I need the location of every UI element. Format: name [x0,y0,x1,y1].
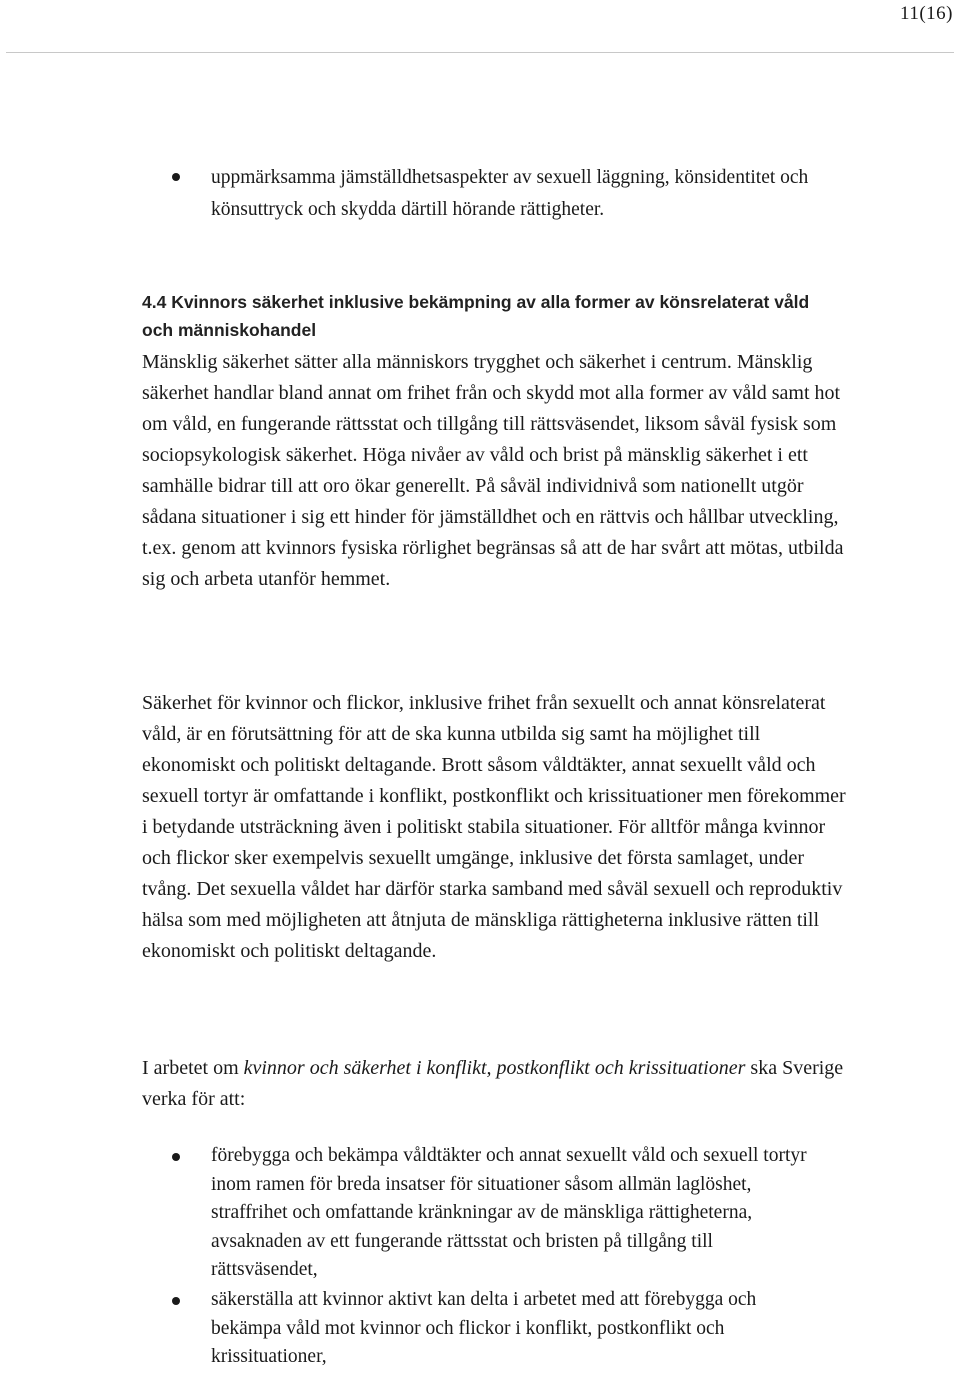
paragraph-human-security: Mänsklig säkerhet sätter alla människors trygghet och säkerhet i centrum. Mänsklig säkerhet handlar bland annat om frihet från och skydd mot alla former av våld samt hot om våld, en fungerande rättsstat och tillgång till rättsväsendet, liksom såväl fysisk som sociopsykologisk säkerhet. Höga nivåer av våld och brist på mänsklig säkerhet i ett samhälle bidrar till att oro ökar generellt. På såväl individnivå som nationellt utgör sådana situationer i sig ett hinder för jämställdhet och en rättvis och hållbar utveckling, t.ex. genom att kvinnors fysiska rörlighet begränsas så att de har svårt att mötas, utbilda sig och arbeta utanför hemmet. [142,351,844,590]
list-item-text: förebygga och bekämpa våldtäkter och annat sexuellt våld och sexuell tortyr inom ramen för breda insatser för situationer såsom allmän laglöshet, straffrihet och omfattande kränkningar av de mänskliga rättigheterna, avsaknaden av ett fungerande rättsstat och bristen på tillgång till rättsväsendet, [211,1145,807,1281]
list-item-text: uppmärksamma jämställdhetsaspekter av sexuell läggning, könsidentitet och könsuttryck och skydda därtill hörande rättigheter. [211,167,809,220]
page-number: 11(16) [900,3,953,24]
section-heading: 4.4 Kvinnors säkerhet inklusive bekämpning av alla former av könsrelaterat våld och människohandel [142,292,810,340]
bullet-icon [172,173,180,181]
paragraph-suffix: ska Sverige verka för att: [142,1057,844,1110]
bullet-list-rights [0,162,811,225]
paragraph-prefix: I arbetet om [142,1057,244,1079]
paragraph-sweden-commitment [142,1053,852,1115]
list-item [0,1142,811,1285]
list-item [0,1286,811,1372]
list-item [0,162,811,225]
bullet-icon [172,1297,180,1305]
paragraph-women-safety: Säkerhet för kvinnor och flickor, inklusive frihet från sexuellt och annat könsrelaterat våld, är en förutsättning för att de ska kunna utbilda sig samt ha möjlighet till ekonomiskt och politiskt deltagande. Brott såsom våldtäkter, annat sexuellt våld och sexuell tortyr är omfattande i konflikt, postkonflikt och krissituationer men förekommer i betydande utsträckning även i politiskt stabila situationer. För alltför många kvinnor och flickor sker exempelvis sexuellt umgänge, inklusive det första samlaget, under tvång. Det sexuella våldet har därför starka samband med såväl sexuell och reproduktiv hälsa som med möjligheten att åtnjuta de mänskliga rättigheterna inklusive rätten till ekonomiskt och politiskt deltagande. [142,692,846,962]
paragraph-emphasis: kvinnor och säkerhet i konflikt, postkonflikt och krissituationer [243,1057,746,1079]
bullet-icon [172,1153,180,1161]
bullet-list-actions [0,1142,811,1372]
list-item-text: säkerställa att kvinnor aktivt kan delta i arbetet med att förebygga och bekämpa våld mot kvinnor och flickor i konflikt, postkonflikt och krissituationer, [211,1288,757,1368]
header-divider [6,52,954,53]
